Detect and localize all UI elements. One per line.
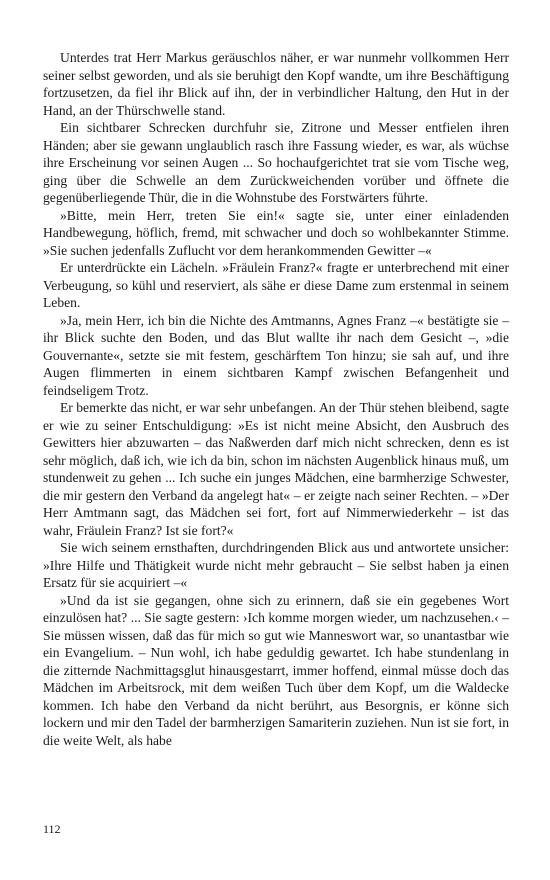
body-text [43, 49, 509, 749]
page-number: 112 [43, 822, 61, 836]
paragraph-8: »Und da ist sie gegangen, ohne sich zu erinnern, daß sie ein gegebenes Wort einzulösen hat? ... Sie sagte gestern: ›Ich komme morgen wieder, um nachzusehen.‹ – Sie müssen wissen, daß das für mich so gut wie Manneswort war, so unantastbar wie ein Evangelium. – Nun wohl, ich habe geduldig gewartet. Ich habe stundenlang in die zitternde Nachmittagsglut hinausgestarrt, immer hoffend, einmal müsse doch das Mädchen im Arbeitsrock, mit dem weißen Tuch über dem Kopf, um die Waldecke kommen. Ich habe den Verband da nicht berührt, aus Besorgnis, er könne sich lockern und mir den Tadel der barmherzigen Samariterin zuziehen. Nun ist sie fort, in die weite Welt, als habe [43, 592, 509, 748]
paragraph-5: »Ja, mein Herr, ich bin die Nichte des Amtmanns, Agnes Franz –« bestätigte sie – ihr Blick suchte den Boden, und das Blut wallte ihr nach dem Gesicht –, »die Gouvernante«, setzte sie mit festem, geschärftem Ton hinzu; sie sah auf, und ihre Augen flimmerten in einem sichtbaren Kampf zwischen Befangenheit und feindseligem Trotz. [43, 312, 509, 398]
paragraph-1: Unterdes trat Herr Markus geräuschlos näher, er war nunmehr vollkommen Herr seiner selbst geworden, und als sie beruhigt den Kopf wandte, um ihre Beschäftigung fortzusetzen, da fiel ihr Blick auf ihn, der in verbindlicher Haltung, den Hut in der Hand, an der Thürschwelle stand. [43, 50, 509, 118]
paragraph-3: »Bitte, mein Herr, treten Sie ein!« sagte sie, unter einer einladenden Handbewegung, höflich, fremd, mit schwacher und doch so wohlbekannter Stimme. »Sie suchen jedenfalls Zuflucht vor dem herankommenden Gewitter –« [43, 207, 509, 258]
paragraph-2: Ein sichtbarer Schrecken durchfuhr sie, Zitrone und Messer entfielen ihren Händen; aber sie gewann unglaublich rasch ihre Fassung wieder, es war, als wüchse ihre Erscheinung vor seinen Augen ... So hochaufgerichtet trat sie vom Tische weg, ging über die Schwelle an dem Zurückweichenden vorüber und öffnete die gegenüberliegende Thür, die in die Wohnstube des Forstwärters führte. [43, 120, 509, 205]
book-page [43, 49, 509, 749]
paragraph-6: Er bemerkte das nicht, er war sehr unbefangen. An der Thür stehen bleibend, sagte er wie zu seiner Entschuldigung: »Es ist nicht meine Absicht, den Ausbruch des Gewitters hier abzuwarten – das Naßwerden darf mich nicht schrecken, denn es ist sehr möglich, daß ich, wie ich da bin, schon im nächsten Augenblick hinaus muß, um stundenweit zu gehen ... Ich suche ein junges Mädchen, eine barmherzige Schwester, die mir gestern den Verband da angelegt hat« – er zeigte nach seiner Rechten. – »Der Herr Amtmann sagt, das Mädchen sei fort, fort auf Nimmerwiederkehr – ist das wahr, Fräulein Franz? Ist sie fort?« [43, 400, 509, 538]
paragraph-4: Er unterdrückte ein Lächeln. »Fräulein Franz?« fragte er unterbrechend mit einer Verbeugung, so kühl und reserviert, als sähe er diese Dame zum erstenmal in seinem Leben. [43, 260, 509, 310]
paragraph-7: Sie wich seinem ernsthaften, durchdringenden Blick aus und antwortete unsicher: »Ihre Hilfe und Thätigkeit wurde nicht mehr gebraucht – Sie selbst haben ja einen Ersatz für sie acquiriert –« [43, 540, 509, 590]
